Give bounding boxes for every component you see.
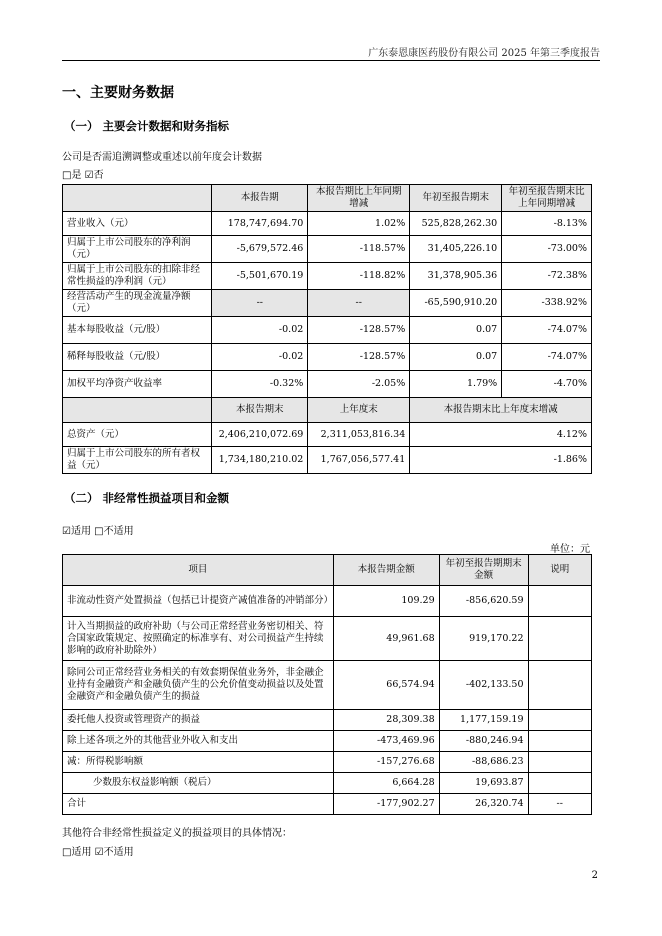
t2-header-cell: 本报告期金额 [333,555,439,586]
cell: -177,902.27 [333,794,439,815]
cell: 66,574.94 [333,661,439,710]
restate-yes-checkbox[interactable]: □是 [62,170,82,181]
cell: 31,405,226.10 [410,236,502,263]
row-label: 经营活动产生的现金流量净额（元） [63,290,212,317]
restate-options [62,166,104,181]
cell: -65,590,910.20 [410,290,502,317]
table-row [63,710,592,731]
cell: -1.86% [410,447,592,474]
cell: -4.70% [502,371,592,398]
cell: 2,311,053,816.34 [308,423,410,447]
table-row [63,212,592,236]
row-label: 除同公司正常经营业务相关的有效套期保值业务外，非金融企业持有金融资产和金融负债产生的公允价值变动损益以及处置金融资产和金融负债产生的损益 [63,661,334,710]
cell: -128.57% [308,317,410,344]
cell [528,710,592,731]
table-row [63,263,592,290]
cell: -- [528,794,592,815]
cell: -402,133.50 [439,661,528,710]
table-row [63,794,592,815]
t1-header-cell: 年初至报告期末比上年同期增减 [502,185,592,212]
table-row [63,317,592,344]
cell: -473,469.96 [333,731,439,752]
cell [528,731,592,752]
cell: 31,378,905.36 [410,263,502,290]
cell: -72.38% [502,263,592,290]
row-label: 归属于上市公司股东的所有者权益（元） [63,447,212,474]
cell: -338.92% [502,290,592,317]
row-label: 加权平均净资产收益率 [63,371,212,398]
cell: -157,276.68 [333,752,439,773]
row-label: 计入当期损益的政府补助（与公司正常经营业务密切相关、符合国家政策规定、按照确定的标准享有、对公司损益产生持续影响的政府补助除外） [63,617,334,661]
t2-header-cell: 项目 [63,555,334,586]
other-yes-checkbox[interactable]: □适用 [62,847,92,858]
cell [528,617,592,661]
row-label: 非流动性资产处置损益（包括已计提资产减值准备的冲销部分） [63,586,334,617]
cell [528,586,592,617]
t1-header2-cell [63,398,212,423]
t2-header-cell: 说明 [528,555,592,586]
row-label: 基本每股收益（元/股） [63,317,212,344]
row-label: 少数股东权益影响额（税后） [63,773,334,794]
row-label: 减：所得税影响额 [63,752,334,773]
row-label: 委托他人投资或管理资产的损益 [63,710,334,731]
t1-header-cell: 本报告期比上年同期增减 [308,185,410,212]
cell: -0.02 [212,317,308,344]
cell: -0.32% [212,371,308,398]
cell: -- [308,290,410,317]
table-row [63,344,592,371]
cell: -118.57% [308,236,410,263]
cell: -0.02 [212,344,308,371]
cell: -2.05% [308,371,410,398]
subsection-title-1: （一） 主要会计数据和财务指标 [64,119,230,133]
cell: 26,320.74 [439,794,528,815]
other-items-text: 其他符合非经常性损益定义的损益项目的具体情况： [62,828,292,839]
cell: 1,177,159.19 [439,710,528,731]
cell: -5,679,572.46 [212,236,308,263]
other-options [62,843,134,858]
cell: 1.02% [308,212,410,236]
section-title: 一、主要财务数据 [62,85,174,101]
cell: 178,747,694.70 [212,212,308,236]
row-label: 总资产（元） [63,423,212,447]
cell: 6,664.28 [333,773,439,794]
cell: -74.07% [502,344,592,371]
t1-header2-cell: 本报告期末 [212,398,308,423]
cell: 0.07 [410,344,502,371]
cell: -128.57% [308,344,410,371]
unit-label: 单位：元 [550,544,590,555]
row-label: 归属于上市公司股东的扣除非经常性损益的净利润（元） [63,263,212,290]
table-row [63,731,592,752]
cell: 919,170.22 [439,617,528,661]
t1-header2-cell: 上年度末 [308,398,410,423]
table-row [63,586,592,617]
cell: 525,828,262.30 [410,212,502,236]
page-number: 2 [591,870,598,881]
table-row [63,236,592,263]
cell: -5,501,670.19 [212,263,308,290]
t1-header2-cell: 本报告期末比上年度末增减 [410,398,592,423]
cell: -74.07% [502,317,592,344]
cell [528,773,592,794]
subsection-title-2: （二） 非经常性损益项目和金额 [64,491,230,505]
table-row [63,752,592,773]
row-label: 营业收入（元） [63,212,212,236]
table-row [63,423,592,447]
cell: -8.13% [502,212,592,236]
restate-question: 公司是否需追溯调整或重述以前年度会计数据 [62,152,262,163]
cell: 1.79% [410,371,502,398]
other-no-checkbox[interactable]: ☑不适用 [94,847,134,858]
non-recurring-table [62,554,592,815]
key-financial-table [62,184,592,474]
table-row [63,371,592,398]
cell [528,661,592,710]
cell: 1,767,056,577.41 [308,447,410,474]
table-row [63,617,592,661]
cell: -880,246.94 [439,731,528,752]
cell: 19,693.87 [439,773,528,794]
table-row [63,661,592,710]
row-label: 合计 [63,794,334,815]
t1-header-cell: 年初至报告期末 [410,185,502,212]
t1-header-cell [63,185,212,212]
row-label: 除上述各项之外的其他营业外收入和支出 [63,731,334,752]
cell: -856,620.59 [439,586,528,617]
cell: 0.07 [410,317,502,344]
cell: -- [212,290,308,317]
applicable-options [62,522,134,537]
cell: 109.29 [333,586,439,617]
table-row [63,290,592,317]
table-row [63,773,592,794]
page-header: 广东泰恩康医药股份有限公司 2025 年第三季度报告 [368,48,600,59]
cell: 49,961.68 [333,617,439,661]
cell: -88,686.23 [439,752,528,773]
t2-header-cell: 年初至报告期期末金额 [439,555,528,586]
cell: 2,406,210,072.69 [212,423,308,447]
header-rule [62,60,600,61]
cell: 4.12% [410,423,592,447]
row-label: 归属于上市公司股东的净利润（元） [63,236,212,263]
cell: 1,734,180,210.02 [212,447,308,474]
cell: 28,309.38 [333,710,439,731]
row-label: 稀释每股收益（元/股） [63,344,212,371]
cell [528,752,592,773]
applicable-no-checkbox[interactable]: □不适用 [94,526,134,537]
t1-header-cell: 本报告期 [212,185,308,212]
table-row [63,447,592,474]
cell: -118.82% [308,263,410,290]
restate-no-checkbox[interactable]: ☑否 [84,170,104,181]
applicable-yes-checkbox[interactable]: ☑适用 [62,526,91,537]
cell: -73.00% [502,236,592,263]
